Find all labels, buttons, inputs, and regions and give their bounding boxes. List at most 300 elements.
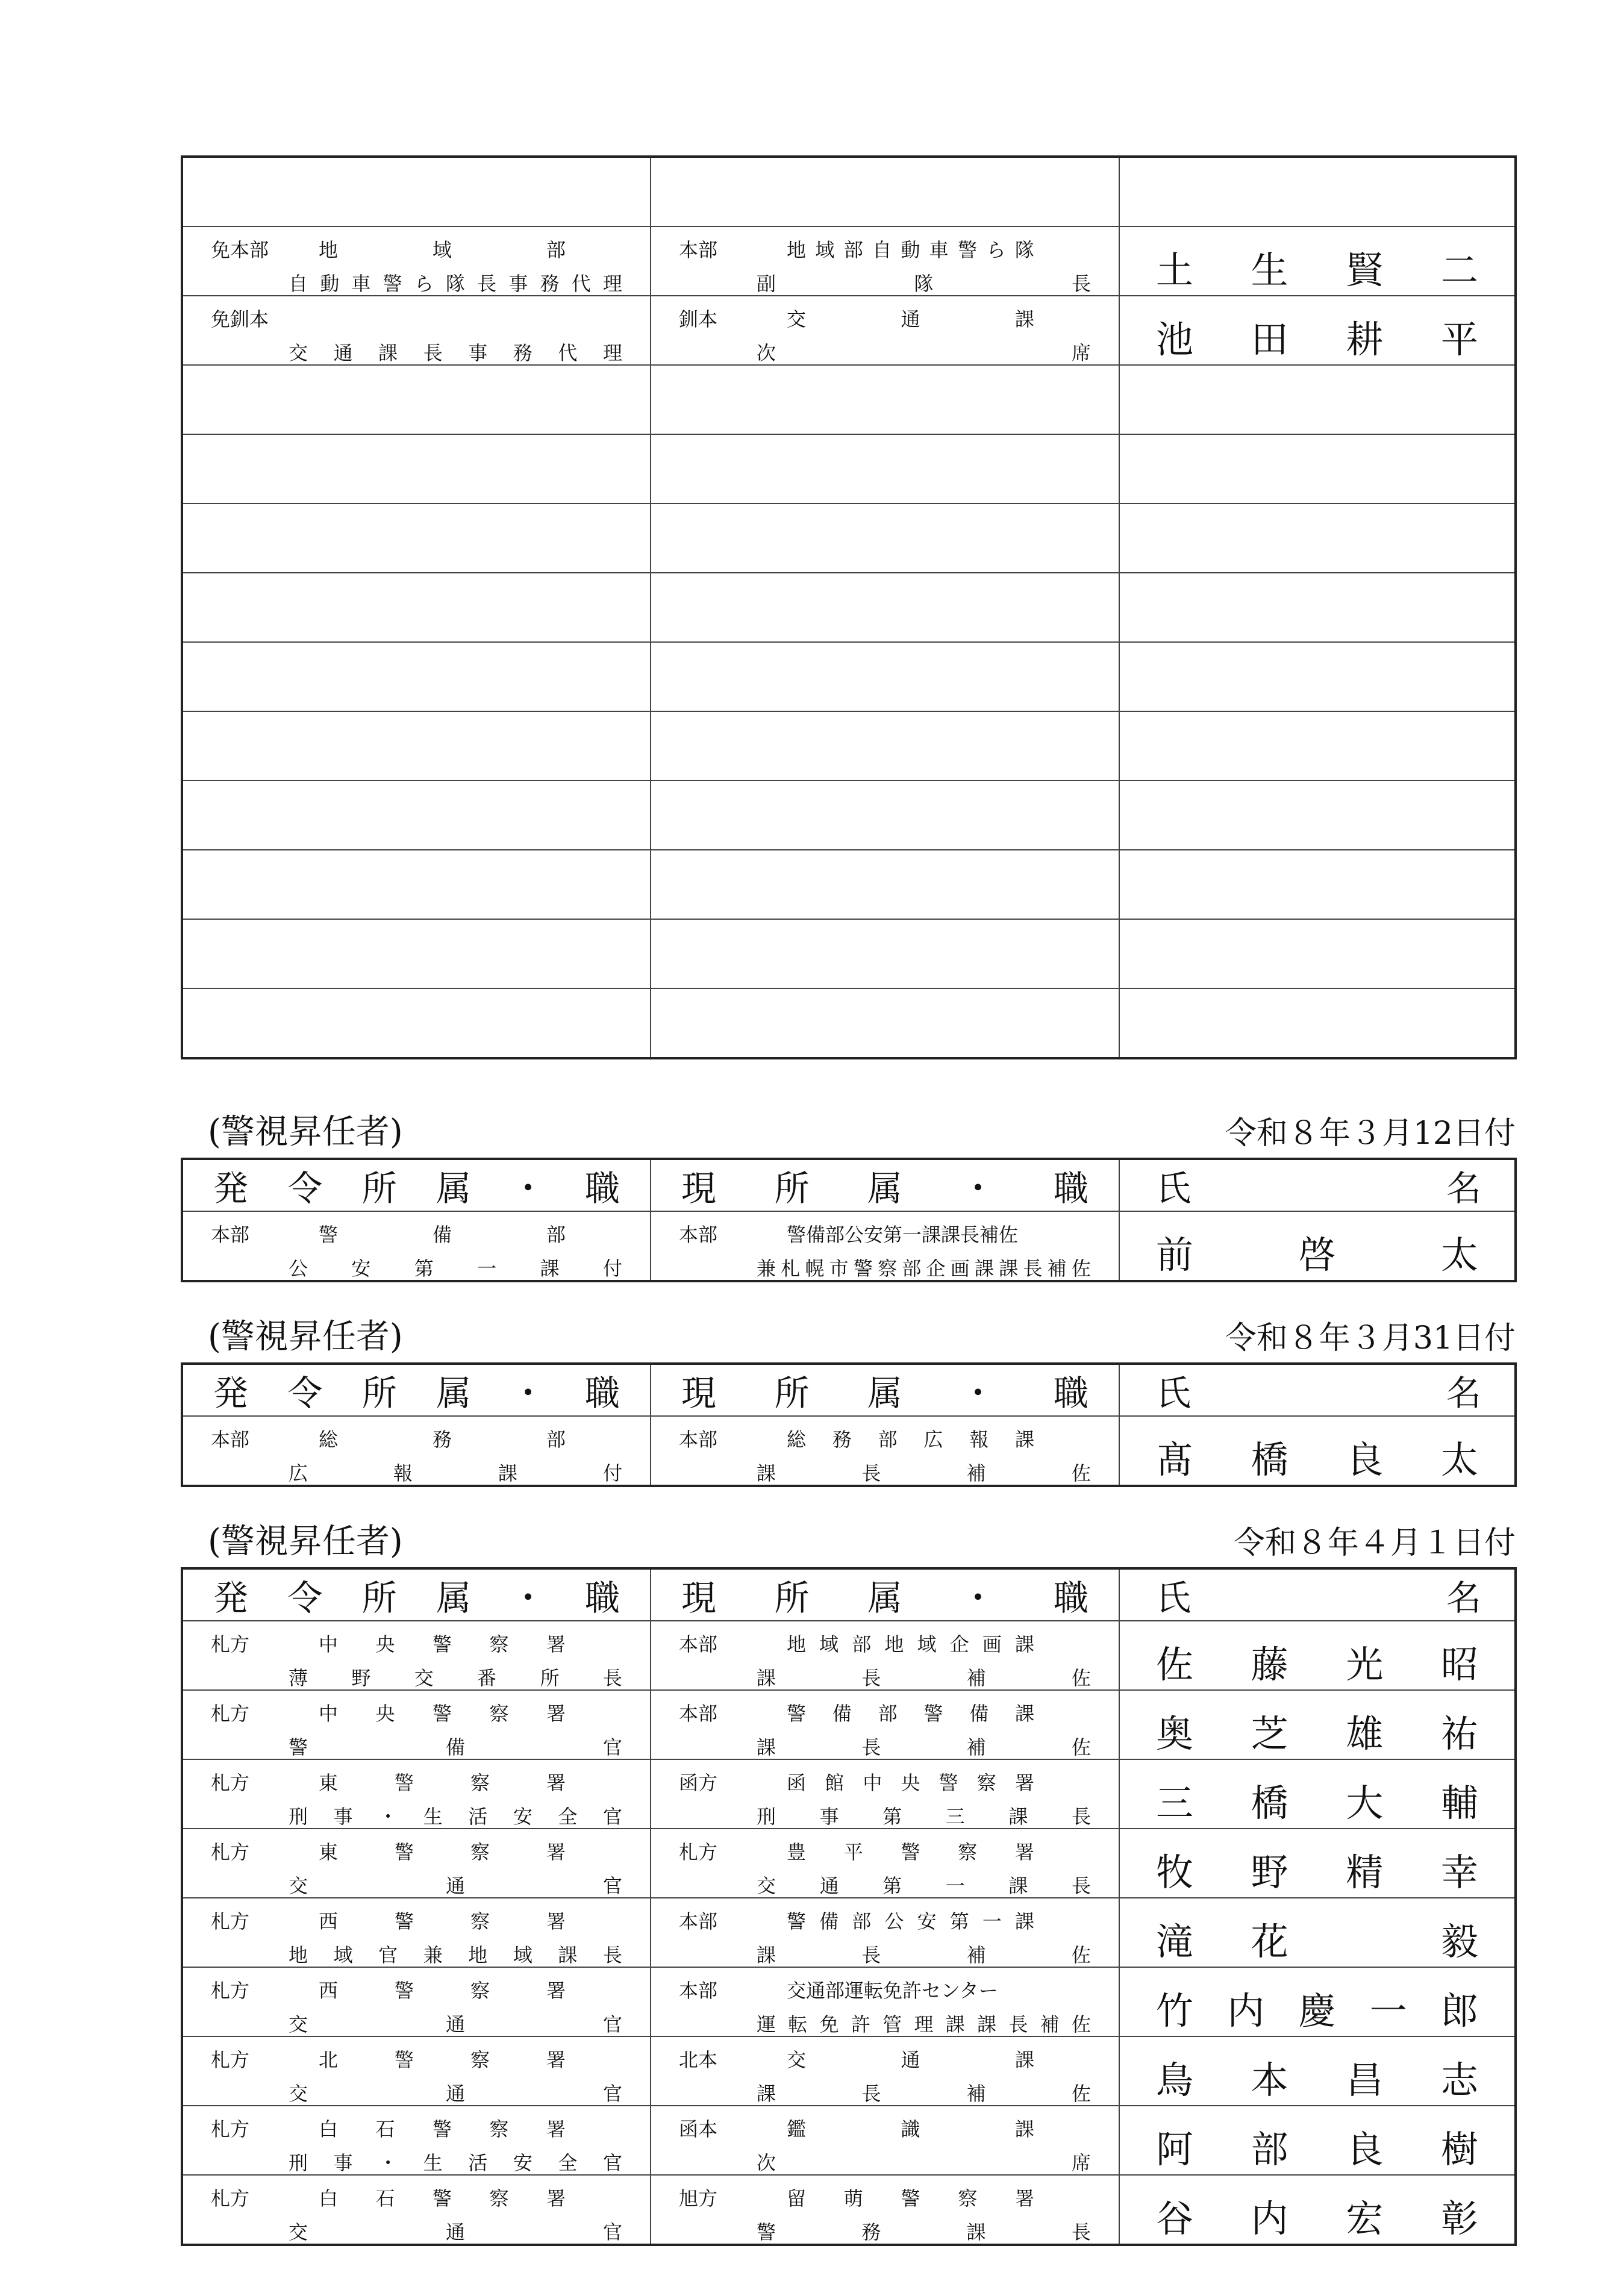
post-line1-char: 自 — [872, 239, 892, 261]
header-char: ・ — [960, 1168, 996, 1209]
post-line2-char: 長 — [1008, 2013, 1028, 2036]
header-char: 発 — [213, 1373, 249, 1414]
post-line2-char: 課 — [757, 1736, 776, 1759]
post-line1-char: 署 — [1014, 2187, 1034, 2210]
post-line1-char: 警 — [923, 1702, 943, 1725]
header-char: 属 — [436, 1373, 472, 1414]
post-line1-char: 企 — [949, 1633, 969, 1656]
header-char: 職 — [1053, 1577, 1088, 1618]
post-line2-char: 交 — [289, 1874, 308, 1897]
appointment-table — [181, 1362, 1517, 1487]
post-line2-char: 官 — [602, 2221, 622, 2244]
post-line2-char: 交 — [289, 342, 308, 364]
post-line2-char: 補 — [1047, 1257, 1067, 1280]
post-line2-char: 課 — [757, 1667, 776, 1689]
post-line2-char: 動 — [320, 272, 340, 295]
office-prefix: 函方 — [679, 1771, 718, 1794]
post-line1-char: 警 — [394, 2048, 414, 2071]
header-char: ・ — [510, 1577, 546, 1618]
post-line2-char: 安 — [513, 1805, 532, 1828]
post-line1-char: 課 — [1014, 1910, 1034, 1933]
post-line2-char: 広 — [289, 1462, 308, 1485]
to-post-cell — [651, 919, 1119, 988]
to-post-cell — [651, 988, 1119, 1058]
post-line2-char: ・ — [378, 2151, 398, 2174]
person-name — [1156, 1920, 1478, 1964]
name-char: 輔 — [1440, 1781, 1478, 1825]
post-line1-char: 課 — [1014, 2118, 1034, 2141]
post-line2-char: 課 — [1008, 1805, 1028, 1828]
from-post-cell — [182, 2036, 651, 2106]
header-from-post — [182, 1568, 651, 1621]
post-line1-char: 備 — [832, 1702, 852, 1725]
table-row — [182, 2175, 1516, 2245]
appointment-table — [181, 1158, 1517, 1282]
post-line2-char: 補 — [966, 1667, 986, 1689]
name-char: 太 — [1440, 1438, 1478, 1482]
post-line2-char: 長 — [1071, 272, 1091, 295]
post-line1-char: 察 — [470, 1910, 490, 1933]
post-line2-char: 佐 — [1071, 1944, 1091, 1967]
header-char: 名 — [1446, 1373, 1481, 1414]
office-prefix: 北本 — [679, 2048, 718, 2071]
header-from-post — [182, 1364, 651, 1416]
post-line2-char: 通 — [445, 2013, 465, 2036]
header-name — [1119, 1364, 1516, 1416]
post-line2-char: 交 — [414, 1667, 434, 1689]
table-row — [182, 919, 1516, 988]
post-line2 — [289, 2084, 622, 2103]
post-line1-char: 警 — [787, 1702, 807, 1725]
post-line2-char: 番 — [477, 1667, 497, 1689]
to-post-cell — [651, 2175, 1119, 2245]
name-char: 平 — [1440, 317, 1478, 361]
post-line1-char: 総 — [787, 1428, 807, 1451]
post-line1-char: 署 — [546, 2048, 566, 2071]
table-row — [182, 850, 1516, 919]
name-char: 池 — [1156, 317, 1194, 361]
post-line2-char: 席 — [1071, 342, 1091, 364]
post-line2 — [757, 2015, 1091, 2034]
post-line2 — [289, 1738, 622, 1757]
from-post-cell — [182, 157, 651, 226]
post-line1-char: 部 — [546, 1428, 566, 1451]
header-char: 氏 — [1156, 1577, 1191, 1618]
to-post-cell — [651, 1621, 1119, 1690]
post-line1-char: 交 — [787, 308, 807, 331]
name-char: 髙 — [1156, 1438, 1194, 1482]
post-line1-char: 函 — [787, 1771, 807, 1794]
post-line2-char: 官 — [378, 1944, 398, 1967]
name-char: 橋 — [1251, 1781, 1288, 1825]
name-char: 竹 — [1156, 1989, 1194, 2033]
post-line1-char: 一 — [982, 1910, 1002, 1933]
name-cell — [1119, 1967, 1516, 2036]
office-prefix: 札方 — [679, 1841, 718, 1864]
post-line2-char: 第 — [882, 1805, 902, 1828]
from-post-cell — [182, 2175, 651, 2245]
header-row — [182, 1568, 1516, 1621]
post-line2-char: 兼 — [757, 1257, 776, 1280]
to-post-cell — [651, 1690, 1119, 1759]
post-line2-char: 警 — [757, 2221, 776, 2244]
post-line1-char: 域 — [815, 239, 835, 261]
post-line2-char: 通 — [445, 1874, 465, 1897]
post-line2 — [757, 343, 1091, 363]
post-line2-char: 長 — [1071, 2221, 1091, 2244]
post-line2-char: 札 — [781, 1257, 801, 1280]
post-line2-char: 通 — [445, 2082, 465, 2105]
post-line1-char: 車 — [929, 239, 949, 261]
post-line2-char: 企 — [926, 1257, 946, 1280]
name-cell — [1119, 781, 1516, 850]
post-line1-char: 石 — [375, 2118, 395, 2141]
header-char: 現 — [681, 1373, 717, 1414]
post-line2-char: 長 — [1071, 1874, 1091, 1897]
post-line1-char: 西 — [319, 1910, 339, 1933]
post-line2 — [757, 1668, 1091, 1688]
post-line1-char: 署 — [546, 2118, 566, 2141]
post-line1-char: 館 — [825, 1771, 845, 1794]
header-char: 発 — [213, 1168, 249, 1209]
post-line1-char: 央 — [375, 1702, 395, 1725]
post-line1-char: 中 — [863, 1771, 882, 1794]
post-line2-char: 課 — [1008, 1874, 1028, 1897]
name-cell — [1119, 296, 1516, 365]
name-char: 良 — [1346, 1438, 1384, 1482]
header-char: 属 — [867, 1168, 902, 1209]
post-line1-char: 通 — [901, 2048, 920, 2071]
from-post-cell — [182, 365, 651, 434]
post-line2-char: 長 — [861, 1736, 881, 1759]
post-line1 — [787, 2189, 1034, 2208]
header-char: 所 — [774, 1577, 810, 1618]
post-line2 — [757, 1259, 1091, 1278]
to-post-cell — [651, 1967, 1119, 2036]
post-line2-char: 長 — [861, 1667, 881, 1689]
name-char: 本 — [1251, 2058, 1288, 2102]
header-name — [1119, 1568, 1516, 1621]
post-line2-char: 長 — [477, 272, 497, 295]
post-line2-char: 地 — [289, 1944, 308, 1967]
post-line1 — [319, 1704, 566, 1723]
post-line1-char: 察 — [470, 1771, 490, 1794]
post-line2-char: 第 — [882, 1874, 902, 1897]
name-char: 一 — [1369, 1989, 1407, 2033]
post-line1-char: 東 — [319, 1841, 339, 1864]
post-line1-char: 公 — [884, 1910, 904, 1933]
post-line2-char: 第 — [414, 1257, 434, 1280]
post-line2-char: 課 — [977, 2013, 997, 2036]
post-line2-char: 全 — [558, 2151, 578, 2174]
post-line1-char: 第 — [949, 1910, 969, 1933]
post-line2-char: 官 — [602, 1736, 622, 1759]
table-row — [182, 1211, 1516, 1281]
post-line2-char: 官 — [602, 1805, 622, 1828]
post-line2-char: 課 — [498, 1462, 517, 1485]
office-prefix: 免釧本 — [211, 308, 269, 331]
post-line2-char: 副 — [757, 272, 776, 295]
post-line2-char: 警 — [383, 272, 402, 295]
post-line2-char: ら — [414, 272, 434, 295]
post-line2-char: 安 — [351, 1257, 371, 1280]
from-post-cell — [182, 573, 651, 642]
table-row — [182, 1967, 1516, 2036]
from-post-cell — [182, 850, 651, 919]
from-post-cell — [182, 1211, 651, 1281]
person-name — [1156, 2058, 1478, 2102]
post-line1-char: 察 — [470, 2048, 490, 2071]
post-line2-char: 車 — [351, 272, 371, 295]
to-post-cell — [651, 781, 1119, 850]
header-char: ・ — [510, 1373, 546, 1414]
post-line1-char: 備 — [969, 1702, 989, 1725]
post-line1-char: 警 — [901, 2187, 920, 2210]
post-line2-char: 務 — [513, 342, 532, 364]
post-line1-char: 広 — [923, 1428, 943, 1451]
post-line1-char: 察 — [470, 1979, 490, 2002]
name-char: 光 — [1346, 1642, 1384, 1686]
post-line1-char: 通 — [901, 308, 920, 331]
name-char: 樹 — [1440, 2127, 1478, 2171]
table-row — [182, 988, 1516, 1058]
post-line2-char: 課 — [757, 1462, 776, 1485]
post-line2-char: 理 — [914, 2013, 934, 2036]
from-post-cell — [182, 1898, 651, 1967]
name-char: 精 — [1346, 1850, 1384, 1894]
post-line1 — [319, 240, 566, 260]
post-line2-char: 事 — [508, 272, 528, 295]
post-line2-char: 長 — [1023, 1257, 1043, 1280]
post-line1-char: 察 — [489, 1633, 509, 1656]
from-post-cell — [182, 1621, 651, 1690]
table-row — [182, 434, 1516, 504]
post-line1 — [319, 2120, 566, 2139]
post-line2-char: 通 — [445, 2221, 465, 2244]
post-line1 — [787, 1430, 1034, 1449]
post-line2 — [757, 274, 1091, 293]
section-date: 令和８年３月12日付 — [1225, 1115, 1516, 1152]
post-line1-char: 署 — [546, 1979, 566, 2002]
name-cell — [1119, 504, 1516, 573]
post-line2-char: 隊 — [445, 272, 465, 295]
post-line1-char: 警備部公安第一課課長補佐 — [787, 1223, 1019, 1246]
post-line1 — [787, 1912, 1034, 1931]
post-line1-char: 署 — [546, 1633, 566, 1656]
post-line2-char: 事 — [819, 1805, 839, 1828]
post-line1-char: 警 — [319, 1223, 339, 1246]
name-cell — [1119, 850, 1516, 919]
name-char: 田 — [1251, 317, 1288, 361]
to-post-cell — [651, 296, 1119, 365]
post-line1-char: 中 — [319, 1633, 339, 1656]
name-cell — [1119, 434, 1516, 504]
post-line2-char: 課 — [966, 2221, 986, 2244]
post-line1-char: 課 — [1014, 1428, 1034, 1451]
post-line2-char: 補 — [966, 2082, 986, 2105]
post-line1-char: 動 — [901, 239, 920, 261]
post-line1 — [787, 1225, 1034, 1244]
post-line1-char: 務 — [432, 1428, 452, 1451]
name-char: 阿 — [1156, 2127, 1194, 2171]
post-line2-char: 交 — [289, 2221, 308, 2244]
to-post-cell — [651, 711, 1119, 781]
post-line1-char: ら — [986, 239, 1006, 261]
header-char: 所 — [361, 1168, 397, 1209]
post-line2-char: 課 — [945, 2013, 965, 2036]
post-line1-char: 警 — [432, 1702, 452, 1725]
name-char: 昭 — [1440, 1642, 1478, 1686]
post-line2-char: 運 — [757, 2013, 776, 2036]
post-line2-char: 生 — [423, 1805, 443, 1828]
post-line2-char: 通 — [333, 342, 353, 364]
from-post-cell — [182, 1829, 651, 1898]
name-char: 慶 — [1298, 1989, 1336, 2033]
post-line1-char: 備 — [432, 1223, 452, 1246]
post-line1-char: 中 — [319, 1702, 339, 1725]
to-post-cell — [651, 157, 1119, 226]
name-cell — [1119, 226, 1516, 296]
post-line1-char: 豊 — [787, 1841, 807, 1864]
post-line1 — [319, 2189, 566, 2208]
table-row — [182, 642, 1516, 711]
name-char: 雄 — [1346, 1712, 1384, 1756]
from-post-cell — [182, 296, 651, 365]
header-char: 令 — [287, 1373, 323, 1414]
header-char: 職 — [584, 1373, 620, 1414]
post-line2-char: 官 — [602, 2082, 622, 2105]
post-line1-char: 警 — [938, 1771, 958, 1794]
post-line2-char: 長 — [423, 342, 443, 364]
post-line1-char: 画 — [982, 1633, 1002, 1656]
name-cell — [1119, 988, 1516, 1058]
post-line1-char: 西 — [319, 1979, 339, 2002]
post-line2 — [757, 1807, 1091, 1826]
post-line2-char: 一 — [477, 1257, 497, 1280]
name-char: 三 — [1156, 1781, 1194, 1825]
table-row — [182, 226, 1516, 296]
post-line2-char: 理 — [602, 272, 622, 295]
name-char: 土 — [1156, 248, 1194, 292]
post-line1-char: 察 — [470, 1841, 490, 1864]
name-char: 部 — [1251, 2127, 1288, 2171]
name-cell — [1119, 157, 1516, 226]
to-post-cell — [651, 850, 1119, 919]
post-line2-char: 備 — [445, 1736, 465, 1759]
post-line1-char: 察 — [489, 2118, 509, 2141]
table-row — [182, 711, 1516, 781]
section-title: (警視昇任者) — [208, 1522, 403, 1561]
header-char: 所 — [361, 1577, 397, 1618]
header-char: 現 — [681, 1168, 717, 1209]
name-cell — [1119, 642, 1516, 711]
post-line2-char: 薄 — [289, 1667, 308, 1689]
post-line1-char: 備 — [819, 1910, 839, 1933]
person-name — [1156, 1712, 1478, 1756]
name-char — [1346, 1923, 1383, 1961]
post-line1 — [787, 310, 1034, 329]
post-line1-char: 部 — [546, 1223, 566, 1246]
name-char: 良 — [1346, 2127, 1384, 2171]
office-prefix: 免本部 — [211, 239, 269, 261]
post-line2-char: 補 — [966, 1736, 986, 1759]
post-line1-char: 署 — [546, 1841, 566, 1864]
post-line2-char: 事 — [333, 1805, 353, 1828]
name-char: 大 — [1346, 1781, 1384, 1825]
post-line2 — [289, 274, 622, 293]
post-line2 — [289, 1807, 622, 1826]
post-line2-char: 報 — [393, 1462, 413, 1485]
header-current-post — [651, 1364, 1119, 1416]
name-cell — [1119, 2175, 1516, 2245]
name-char: 太 — [1440, 1233, 1478, 1277]
person-name — [1156, 2127, 1478, 2171]
post-line2-char: 佐 — [1071, 2082, 1091, 2105]
post-line1-char: 交 — [787, 2048, 807, 2071]
post-line1 — [787, 2050, 1034, 2070]
name-char: 芝 — [1251, 1712, 1288, 1756]
table-row — [182, 504, 1516, 573]
table-row — [182, 573, 1516, 642]
top-table — [181, 155, 1517, 1059]
post-line1-char: 地 — [787, 1633, 807, 1656]
from-post-cell — [182, 434, 651, 504]
post-line1-char: 警 — [394, 1771, 414, 1794]
post-line1-char: 署 — [546, 2187, 566, 2210]
header-char: 属 — [436, 1168, 472, 1209]
post-line1-char: 課 — [1014, 1633, 1034, 1656]
post-line2 — [757, 1738, 1091, 1757]
post-line2-char: 佐 — [1071, 1257, 1091, 1280]
section-title: (警視昇任者) — [208, 1112, 403, 1152]
post-line1 — [319, 1225, 566, 1244]
office-prefix: 札方 — [211, 2118, 250, 2141]
to-post-cell — [651, 365, 1119, 434]
header-char: 名 — [1446, 1577, 1481, 1618]
post-line1-char: 萌 — [843, 2187, 863, 2210]
post-line2-char: 公 — [289, 1257, 308, 1280]
post-line2-char: 警 — [289, 1736, 308, 1759]
post-line2 — [289, 1876, 622, 1895]
post-line2-char: 活 — [468, 1805, 488, 1828]
table-row — [182, 1690, 1516, 1759]
name-char: 二 — [1440, 248, 1478, 292]
post-line2-char: 補 — [966, 1944, 986, 1967]
post-line2-char: ・ — [378, 1805, 398, 1828]
post-line2-char: 佐 — [1071, 1736, 1091, 1759]
post-line2-char: 課 — [757, 2082, 776, 2105]
person-name — [1156, 1781, 1478, 1825]
post-line2-char: 察 — [878, 1257, 898, 1280]
from-post-cell — [182, 781, 651, 850]
name-char: 内 — [1227, 1989, 1265, 2033]
post-line2-char: 刑 — [289, 2151, 308, 2174]
header-from-post — [182, 1159, 651, 1211]
post-line2-char: 市 — [829, 1257, 849, 1280]
post-line2 — [289, 1945, 622, 1965]
post-line1-char: 察 — [958, 1841, 978, 1864]
header-char: 氏 — [1156, 1168, 1191, 1209]
post-line1-char: 隊 — [1014, 239, 1034, 261]
post-line2-char: 務 — [540, 272, 560, 295]
person-name — [1156, 248, 1478, 292]
table-row — [182, 781, 1516, 850]
header-row — [182, 1159, 1516, 1211]
header-char: 属 — [867, 1373, 902, 1414]
from-post-cell — [182, 226, 651, 296]
post-line1-char: 警 — [432, 2118, 452, 2141]
office-prefix: 本部 — [679, 1633, 718, 1656]
